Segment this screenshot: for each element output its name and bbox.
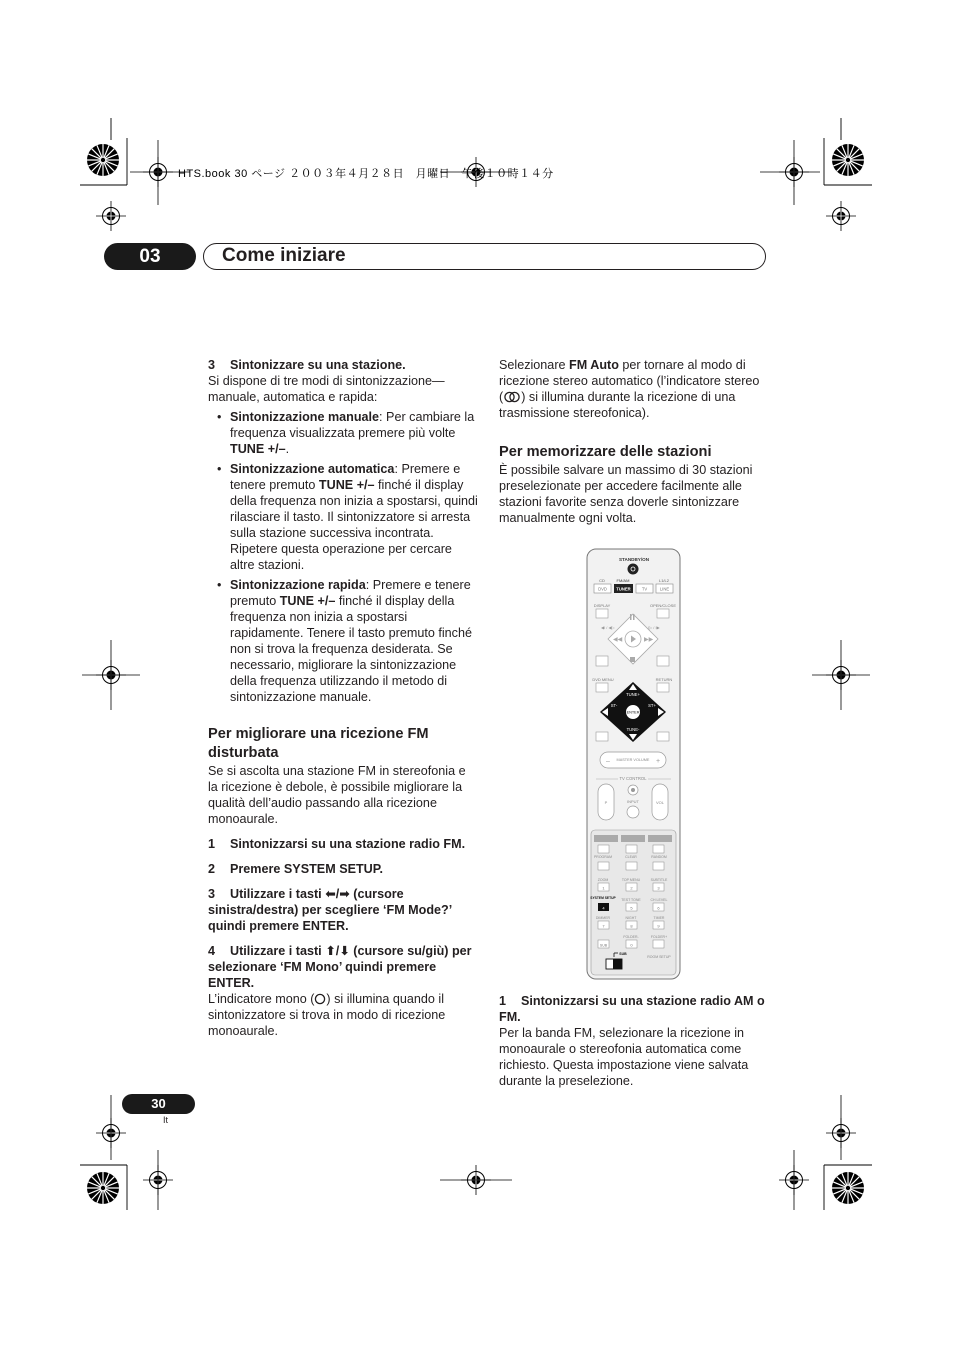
digit-6: 6 xyxy=(657,905,660,911)
tv-control-label: TV CONTROL xyxy=(619,776,647,781)
key-night-label: NIGHT xyxy=(625,916,637,920)
key-random-label: RANDOM xyxy=(651,855,667,859)
print-header: HTS.book 30 ページ ２００３年４月２８日 月曜日 午後１０時１４分 xyxy=(178,168,554,180)
right-column-bottom xyxy=(499,993,767,1089)
key-chlevel-label: CH LEVEL xyxy=(650,898,668,902)
list-item: • Sintonizzazione rapida: Premere e tenere premuto TUNE +/– finché il display della frequenza non inizia a spostarsi rapidamente. Tenere il tasto premuto finché non si trova la frequenza desiderata. Se necessario, migliorare la sintonizzazione della frequenza utilizzando il metodo di sintonizzazione manuale. xyxy=(208,577,478,705)
dvd-menu-label: DVD MENU xyxy=(592,677,614,682)
svg-text:I▷ / I▶: I▷ / I▶ xyxy=(648,625,660,630)
step-3-heading: 3 Sintonizzare su una stazione. xyxy=(208,358,406,372)
fm-auto-paragraph: Selezionare FM Auto per tornare al modo di ricezione stereo automatico (l’indicatore stereo ( ) si illumina durante la ricezione di una trasmissione stereofonica). xyxy=(499,358,760,420)
list-item: • Sintonizzazione automatica: Premere e tenere premuto TUNE +/– finché il display della frequenza non inizia a spostarsi, quindi rilasciare il tasto. Il sintonizzatore si arresta sulla stazione successiva incontrata. Ripetere questa operazione per cercare altre stazioni. xyxy=(208,461,478,573)
step-2: 2 Premere SYSTEM SETUP. xyxy=(208,862,384,876)
page-number-badge: 30 xyxy=(122,1094,195,1114)
memorize-paragraph: È possibile salvare un massimo di 30 stazioni preselezionate per accedere facilmente alle stazioni favorite senza doverle sintonizzare manualmente ogni volta. xyxy=(499,463,753,525)
tv-input-label: INPUT xyxy=(627,799,639,804)
src-top-cd: CD xyxy=(599,578,605,583)
standby-label: STANDBY/ON xyxy=(618,557,650,562)
section-heading-memorize: Per memorizzare delle stazioni xyxy=(499,444,712,460)
key-program-label: PROGRAM xyxy=(593,855,613,859)
key-dimmer-label: DIMMER xyxy=(595,916,611,920)
display-label: DISPLAY xyxy=(593,603,611,608)
key-folder-plus-label: FOLDER+ xyxy=(650,935,668,939)
key-topmenu-label: TOP MENU xyxy=(621,878,641,882)
key-folder-minus-label: FOLDER- xyxy=(623,935,639,939)
list-item: • Sintonizzazione manuale: Per cambiare la frequenza visualizzata premere più volte TUNE +/–. xyxy=(208,409,478,457)
digit-2: 2 xyxy=(630,885,633,891)
sub-label: SUB xyxy=(619,952,627,956)
tuning-methods-list xyxy=(208,409,478,705)
st-minus-label: ST- xyxy=(610,703,618,708)
key-testtone-label: TEST TONE xyxy=(621,898,641,902)
src-btn-line: LINE xyxy=(659,586,670,592)
stereo-indicator-icon xyxy=(503,391,521,403)
src-btn-dvd: DVD xyxy=(598,586,607,592)
digit-8: 8 xyxy=(630,923,633,929)
key-clear-label: CLEAR xyxy=(625,855,637,859)
digit-1: 1 xyxy=(602,885,605,891)
fm-paragraph: Se si ascolta una stazione FM in stereofonia e la ricezione è debole, è possibile migliorare la qualità dell’audio passando alla ricezione monoaurale. xyxy=(208,764,466,826)
digit-7: 7 xyxy=(602,923,605,929)
digit-0: 0 xyxy=(630,942,633,948)
open-close-label: OPEN/CLOSE xyxy=(649,603,677,608)
master-volume-label: MASTER VOLUME xyxy=(616,758,650,762)
mono-paragraph: L’indicatore mono ( ) si illumina quando il sintonizzatore si trova in modo di ricezione monoaurale. xyxy=(208,992,446,1038)
page-language: It xyxy=(163,1115,169,1125)
digit-4: 4 xyxy=(602,905,605,911)
arrow-left-right-icon: ⬅/➡ xyxy=(325,887,350,901)
tv-vol-label: VOL xyxy=(655,800,665,805)
section-heading-fm: Per migliorare una ricezione FM disturbata xyxy=(208,726,429,761)
left-column xyxy=(208,357,478,1039)
key-system-setup-label: SYSTEM SETUP xyxy=(590,896,616,900)
step-3: 3 Utilizzare i tasti ⬅/➡ (cursore sinistra/destra) per scegliere ‘FM Mode?’ quindi premere ENTER. xyxy=(208,887,452,933)
digit-5: 5 xyxy=(630,905,633,911)
step-3-intro: Si dispone di tre modi di sintonizzazione—manuale, automatica e rapida: xyxy=(208,374,445,404)
key-timer-label: TIMER xyxy=(653,916,665,920)
digit-3: 3 xyxy=(657,885,660,891)
svg-text:+: + xyxy=(656,758,661,765)
key-subtitle-label: SUBTITLE xyxy=(650,878,668,882)
svg-text:–: – xyxy=(606,758,610,765)
tune-plus-label: TUNE+ xyxy=(626,692,640,697)
room-setup-label: ROOM SETUP xyxy=(647,955,671,959)
store-step-1: 1 Sintonizzarsi su una stazione radio AM o FM. xyxy=(499,994,765,1024)
src-top-fmam: FM/AM xyxy=(616,578,630,583)
svg-text:▶▶: ▶▶ xyxy=(644,637,654,643)
step-4: 4 Utilizzare i tasti ⬆/⬇ (cursore su/giù) per selezionare ‘FM Mono’ quindi premere ENTER. xyxy=(208,944,472,990)
src-top-l1l2: L1/L2 xyxy=(658,578,670,583)
return-label: RETURN xyxy=(655,677,673,682)
chapter-number-badge: 03 xyxy=(104,243,196,270)
key-sub-label: SUB xyxy=(599,943,608,948)
standby-button xyxy=(628,564,639,575)
svg-text:◀◀: ◀◀ xyxy=(613,637,623,643)
chapter-title: Come iniziare xyxy=(222,245,346,266)
src-btn-tuner: TUNER xyxy=(616,586,631,592)
svg-text:◀I / ◀▷: ◀I / ◀▷ xyxy=(601,625,615,630)
store-step-1-paragraph: Per la banda FM, selezionare la ricezione in monoaurale o stereofonia automatica come richiesto. Questa impostazione viene salvata durante la preselezione. xyxy=(499,1026,749,1088)
right-column-top xyxy=(499,357,767,526)
digit-9: 9 xyxy=(657,923,660,929)
key-zoom-label: ZOOM xyxy=(597,878,609,882)
src-btn-tv: TV xyxy=(641,586,648,592)
st-plus-label: ST+ xyxy=(648,703,656,708)
tune-minus-label: TUNE- xyxy=(626,727,640,732)
remote-control-illustration xyxy=(586,548,682,982)
arrow-up-down-icon: ⬆/⬇ xyxy=(325,944,350,958)
step-1: 1 Sintonizzarsi su una stazione radio FM. xyxy=(208,837,466,851)
mono-indicator-icon xyxy=(314,993,326,1005)
tv-ch-label: P xyxy=(604,800,608,805)
enter-label: ENTER xyxy=(626,710,640,715)
